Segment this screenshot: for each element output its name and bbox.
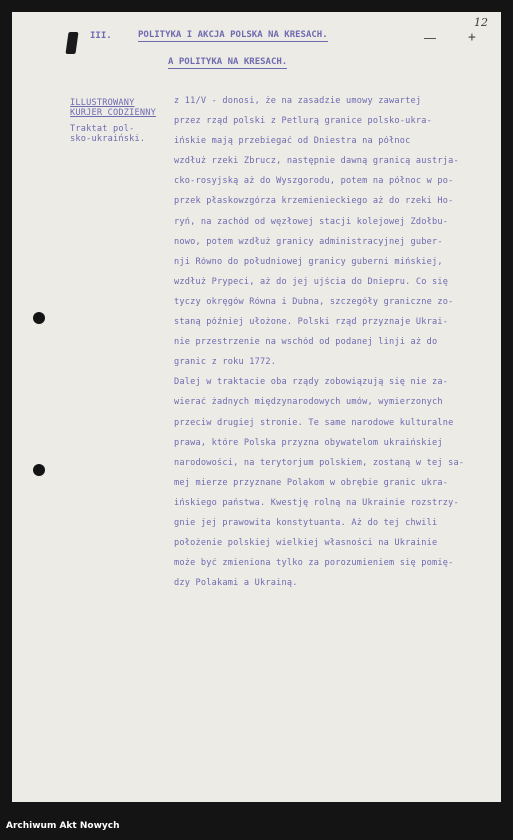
body-line: może być zmieniona tylko za porozumieniem się pomię- — [174, 558, 454, 569]
body-line: nie przestrzenie na wschód od podanej linji aż do — [174, 337, 438, 348]
page-number: 12 — [474, 16, 488, 29]
body-line: wierać żadnych międzynarodowych umów, wymierzonych — [174, 397, 443, 408]
body-line: tyczy okręgów Równa i Dubna, szczegóły graniczne zo- — [174, 296, 454, 307]
archive-name: Archiwum Akt Nowych — [6, 821, 120, 831]
margin-topic-line2: sko-ukraiński. — [70, 134, 146, 144]
body-line: prawa, które Polska przyzna obywatelom ukraińskiej — [174, 437, 443, 448]
corner-mark: + — [468, 30, 476, 45]
pencil-mark — [424, 38, 436, 39]
body-line: ryń, na zachód od węzłowej stacji kolejowej Zdołbu- — [174, 216, 449, 227]
body-line: ińskie mają przebiegać od Dniestra na północ — [174, 136, 411, 147]
body-line: staną później ułożone. Polski rząd przyznaje Ukrai- — [174, 317, 449, 328]
margin-source-line1: ILLUSTROWANY — [70, 98, 135, 108]
body-line: przez rząd polski z Petlurą granice polsko-ukra- — [174, 116, 432, 127]
body-line: wzdłuż Prypeci, aż do jej ujścia do Dniepru. Co się — [174, 276, 449, 287]
body-line: wzdłuż rzeki Zbrucz, następnie dawną granicą austrja- — [174, 156, 459, 167]
body-line: z 11/V - donosi, że na zasadzie umowy zawartej — [174, 96, 422, 106]
body-line: cko-rosyjską aż do Wyszgorodu, potem na północ w po- — [174, 176, 454, 187]
body-line: dzy Polakami a Ukrainą. — [174, 578, 298, 589]
body-line: położenie polskiej wielkiej własności na Ukrainie — [174, 538, 438, 549]
body-line: granic z roku 1772. — [174, 357, 277, 368]
margin-note — [70, 98, 182, 144]
body-text — [174, 96, 494, 598]
subsection-title: A POLITYKA NA KRESACH. — [168, 57, 288, 67]
margin-source-line2: KURJER CODZIENNY — [70, 108, 156, 118]
document-page — [12, 12, 501, 802]
archive-footer — [0, 812, 513, 840]
body-line: nji Równo do południowej granicy guberni mińskiej, — [174, 256, 443, 267]
body-line: gnie jej prawowita konstytuanta. Aż do tej chwili — [174, 517, 438, 528]
body-line: Dalej w traktacie oba rządy zobowiązują się nie za- — [174, 377, 449, 388]
body-line: mej mierze przyznane Polakom w obrębie granic ukra- — [174, 477, 449, 488]
ink-stamp-mark — [65, 32, 78, 54]
body-line: przeciw drugiej stronie. Te same narodowe kulturalne — [174, 417, 454, 428]
punch-hole-top — [33, 312, 45, 324]
margin-topic-line1: Traktat pol- — [70, 124, 135, 134]
body-line: ińskiego państwa. Kwestję rolną na Ukrainie rozstrzy- — [174, 497, 459, 508]
punch-hole-bottom — [33, 464, 45, 476]
body-line: narodowości, na terytorjum polskiem, zostaną w tej sa- — [174, 457, 465, 468]
section-number: III. — [90, 31, 112, 41]
body-line: nowo, potem wzdłuż granicy administracyjnej guber- — [174, 236, 443, 247]
body-line: przek płaskowzgórza krzemienieckiego aż do rzeki Ho- — [174, 196, 454, 207]
section-title: POLITYKA I AKCJA POLSKA NA KRESACH. — [138, 30, 328, 40]
